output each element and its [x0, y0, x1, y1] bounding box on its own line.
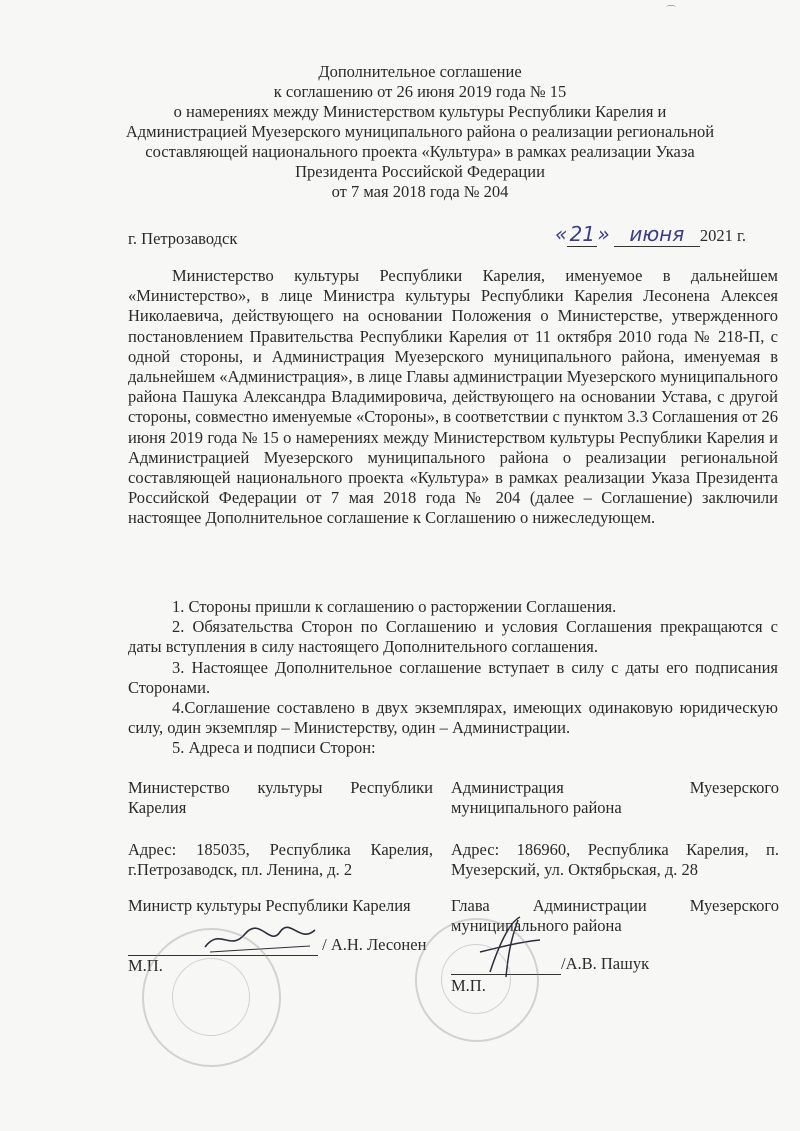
term-item-1: 1. Стороны пришли к соглашению о расторжении Соглашения. — [172, 597, 617, 616]
right-signer-name: /А.В. Пашук — [561, 954, 650, 973]
right-party-position: Глава Администрации Муезерского муниципального района — [451, 896, 779, 936]
left-party-address: Адрес: 185035, Республика Карелия, г.Петрозаводск, пл. Ленина, д. 2 — [128, 840, 433, 880]
term-item-2: 2. Обязательства Сторон по Соглашению и условия Соглашения прекращаются с даты вступления в силу настоящего Дополнительного соглашения. — [128, 617, 778, 657]
date-open-quote: « — [555, 222, 568, 246]
date-year: 2021 г. — [699, 226, 746, 245]
title-line-5: составляющей национального проекта «Культура» в рамках реализации Указа — [145, 142, 695, 161]
preamble-text: Министерство культуры Республики Карелия, именуемое в дальнейшем «Министерство», в лице Министра культуры Республики Карелия Лесонена Алексея Николаевича, действующего на основании Положения о Министерстве, утвержденного постановлением Правительства Республики Карелия от 11 октября 2010 года № 218-П, с одной стороны, и Администрация Муезерского муниципального района, именуемая в дальнейшем «Администрация», в лице Главы администрации Муезерского муниципального района Пашука Александра Владимировича, действующего на основании Устава, с другой стороны, совместно именуемые «Стороны», в соответствии с пунктом 3.3 Соглашения от 26 июня 2019 года № 15 о намерениях между Министерством культуры Республики Карелия и Администрацией Муезерского муниципального района о реализации региональной составляющей национального проекта «Культура» в рамках реализации Указа Президента Российской Федерации от 7 мая 2018 года № 204 (далее – Соглашение) заключили настоящее Дополнительное соглашение к Соглашению о нижеследующем. — [128, 266, 778, 528]
title-line-3: о намерениях между Министерством культуры Республики Карелия и — [173, 102, 667, 121]
date-day: 21 — [567, 222, 597, 247]
place-of-signing: г. Петрозаводск — [128, 229, 238, 248]
title-line-4: Администрацией Муезерского муниципального района о реализации региональной — [125, 122, 715, 141]
left-party-position: Министр культуры Республики Карелия — [128, 896, 411, 915]
left-party-name: Министерство культуры Республики Карелия — [128, 778, 433, 818]
date-month: июня — [614, 222, 700, 247]
right-party-name: Администрация Муезерского муниципального района — [451, 778, 779, 818]
scan-mark-icon: ⌒ — [666, 6, 676, 17]
title-line-6: Президента Российской Федерации — [295, 162, 545, 181]
right-seal-label: М.П. — [451, 976, 486, 995]
left-signer-name: / А.Н. Лесонен — [322, 935, 427, 954]
term-item-3: 3. Настоящее Дополнительное соглашение вступает в силу с даты его подписания Сторонами. — [128, 657, 778, 697]
preamble-section — [128, 266, 778, 529]
terms-list — [128, 597, 778, 759]
left-seal-stamp — [142, 928, 281, 1067]
title-line-2: к соглашению от 26 июня 2019 года № 15 — [273, 82, 567, 101]
term-item-5: 5. Адреса и подписи Сторон: — [172, 738, 376, 758]
right-seal-stamp — [415, 918, 539, 1042]
date-close-quote: » — [597, 222, 610, 246]
document-title — [100, 62, 740, 202]
left-seal-label: М.П. — [128, 956, 163, 975]
title-line-1: Дополнительное соглашение — [318, 62, 522, 81]
document-date — [555, 222, 746, 247]
right-party-address: Адрес: 186960, Республика Карелия, п. Муезерский, ул. Октябрьская, д. 28 — [451, 840, 779, 880]
title-line-7: от 7 мая 2018 года № 204 — [331, 182, 509, 201]
term-item-4: 4.Соглашение составлено в двух экземплярах, имеющих одинаковую юридическую силу, один экземпляр – Министерству, один – Администрации. — [128, 698, 778, 738]
